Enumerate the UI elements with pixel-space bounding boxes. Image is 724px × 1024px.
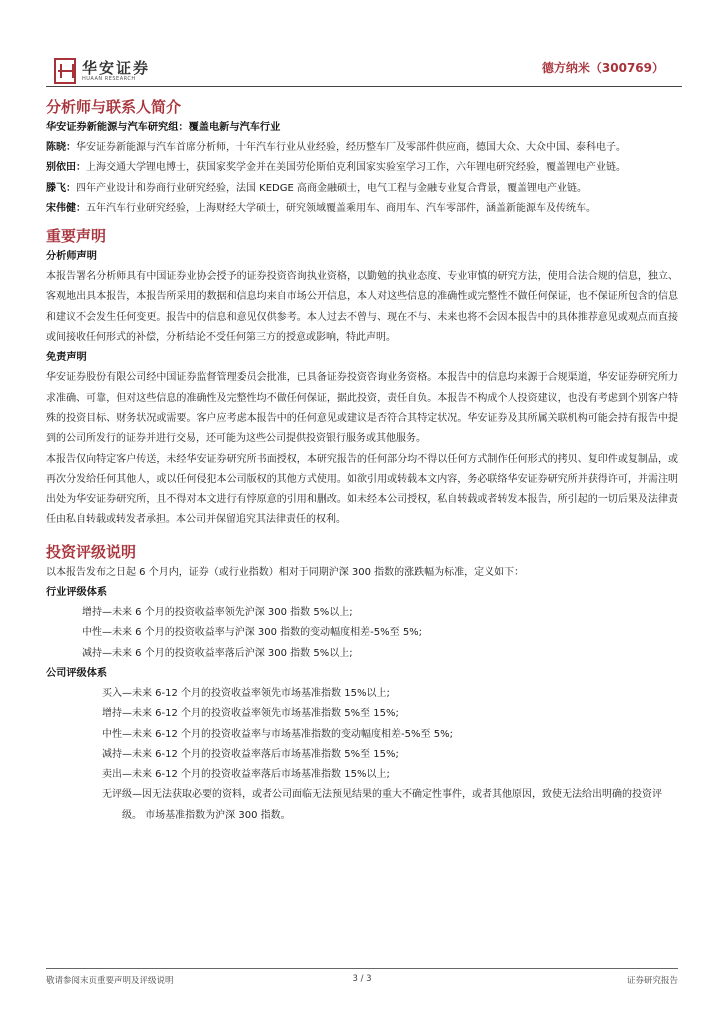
industry-rating-item: 增持—未来 6 个月的投资收益率领先沪深 300 指数 5%以上; xyxy=(82,607,353,619)
logo-mark-icon xyxy=(54,58,76,84)
company-rating-title: 公司评级体系 xyxy=(46,667,108,679)
analyst-statement-text: 本报告署名分析师具有中国证券业协会授予的证券投资咨询执业资格，以勤勉的执业态度、专业审慎的研究方法，使用合法合规的信息，独立、客观地出具本报告，本报告所采用的数据和信息均来自市场公开信息，本人对这些信息的准确性或完整性不做任何保证，也不保证所包含的信息和建议不会发生任何变更。报告中的信息和意见仅供参考。本人过去不曾与、现在不与、未来也将不会因本报告中的具体推荐意见或观点而直接或间接收任何形式的补偿，分析结论不受任何第三方的授意或影响，特此声明。 xyxy=(46,271,678,344)
company-rating-item: 买入—未来 6-12 个月的投资收益率领先市场基准指数 15%以上; xyxy=(102,687,390,699)
analyst-statement-title: 分析师声明 xyxy=(46,251,97,263)
analyst-desc: 华安证券新能源与汽车首席分析师，十年汽车行业从业经验，经历整车厂及零部件供应商，德国大众、大众中国、泰科电子。 xyxy=(76,142,626,153)
analyst-name: 宋伟健： xyxy=(46,202,86,214)
company-logo xyxy=(54,58,150,84)
no-rating-item: 无评级—因无法获取必要的资料，或者公司面临无法预见结果的重大不确定性事件，或者其他原因，致使无法给出明确的投资评级。 市场基准指数为沪深 300 指数。 xyxy=(102,789,662,821)
logo-text-cn: 华安证券 xyxy=(82,58,151,77)
footer-note: 敬请参阅末页重要声明及评级说明 xyxy=(46,976,174,986)
page-footer xyxy=(46,968,678,998)
analyst-entry xyxy=(46,179,678,199)
rating-intro: 以本报告发布之日起 6 个月内，证券（或行业指数）相对于同期沪深 300 指数的涨跌幅为标准，定义如下： xyxy=(46,566,525,578)
industry-rating-item: 减持—未来 6 个月的投资收益率落后沪深 300 指数 5%以上; xyxy=(82,647,353,659)
logo-text-en: HUAAN RESEARCH xyxy=(82,75,136,82)
page-number: 3 / 3 xyxy=(352,974,372,984)
industry-rating-item: 中性—未来 6 个月的投资收益率与沪深 300 指数的变动幅度相差-5%至 5%; xyxy=(82,627,423,639)
rating-title: 投资评级说明 xyxy=(46,542,137,561)
analyst-entry xyxy=(46,138,678,158)
analysts-title: 分析师与联系人简介 xyxy=(46,98,182,116)
page-header xyxy=(46,52,682,92)
analyst-name: 滕飞： xyxy=(46,182,76,194)
analyst-team: 华安证券新能源与汽车研究组：覆盖电新与汽车行业 xyxy=(46,122,281,133)
exemption-title: 免责声明 xyxy=(46,352,87,364)
industry-rating-title: 行业评级体系 xyxy=(46,587,108,599)
analyst-name: 陈晓： xyxy=(46,142,76,153)
exemption-text-2: 本报告仅向特定客户传送，未经华安证券研究所书面授权，本研究报告的任何部分均不得以任何方式制作任何形式的拷贝、复印件或复制品，或再次分发给任何其他人，或以任何侵犯本公司版权的其他方式使用。如欲引用或转载本文内容，务必联络华安证券研究所并获得许可，并需注明出处为华安证券研究所，且不得对本文进行有悖原意的引用和删改。如未经本公司授权，私自转载或者转发本报告，所引起的一切后果及法律责任由私自转载或转发者承担。本公司并保留追究其法律责任的权利。 xyxy=(46,453,678,526)
company-rating-item: 卖出—未来 6-12 个月的投资收益率落后市场基准指数 15%以上; xyxy=(102,769,390,781)
exemption-text-1: 华安证券股份有限公司经中国证券监督管理委员会批准，已具备证券投资咨询业务资格。本报告中的信息均来源于合规渠道，华安证券研究所力求准确、可靠，但对这些信息的准确性及完整性均不做任何保证，据此投资，责任自负。本报告不构成个人投资建议，也没有考虑到个别客户特殊的投资目标、财务状况或需要。客户应考虑本报告中的任何意见或建议是否符合其特定状况。华安证券及其所属关联机构可能会持有报告中提到的公司所发行的证券并进行交易，还可能为这些公司提供投资银行服务或其他服务。 xyxy=(46,372,678,445)
report-type: 证券研究报告 xyxy=(627,976,679,986)
analyst-desc: 五年汽车行业研究经验，上海财经大学硕士，研究领域覆盖乘用车、商用车、汽车零部件，涵盖新能源车及传统车。 xyxy=(86,202,596,214)
company-rating-item: 中性—未来 6-12 个月的投资收益率与市场基准指数的变动幅度相差-5%至 5%; xyxy=(102,728,453,740)
analyst-entry xyxy=(46,199,678,219)
analyst-desc: 四年产业设计和券商行业研究经验，法国 KEDGE 高商金融硕士，电气工程与金融专业复合背景，覆盖锂电产业链。 xyxy=(76,182,588,194)
analyst-name: 别依田： xyxy=(46,162,86,174)
header-company: 德方纳米（300769） xyxy=(541,61,664,75)
disclaimer-title: 重要声明 xyxy=(46,227,107,246)
analyst-desc: 上海交通大学锂电博士，获国家奖学金并在美国劳伦斯伯克利国家实验室学习工作，六年锂电研究经验，覆盖锂电产业链。 xyxy=(86,162,626,174)
header-divider xyxy=(46,86,682,87)
company-rating-item: 增持—未来 6-12 个月的投资收益率领先市场基准指数 5%至 15%; xyxy=(102,708,399,720)
footer-divider xyxy=(46,968,678,969)
analyst-entry xyxy=(46,158,678,178)
page-content xyxy=(46,96,678,826)
company-rating-item: 减持—未来 6-12 个月的投资收益率落后市场基准指数 5%至 15%; xyxy=(102,748,399,760)
